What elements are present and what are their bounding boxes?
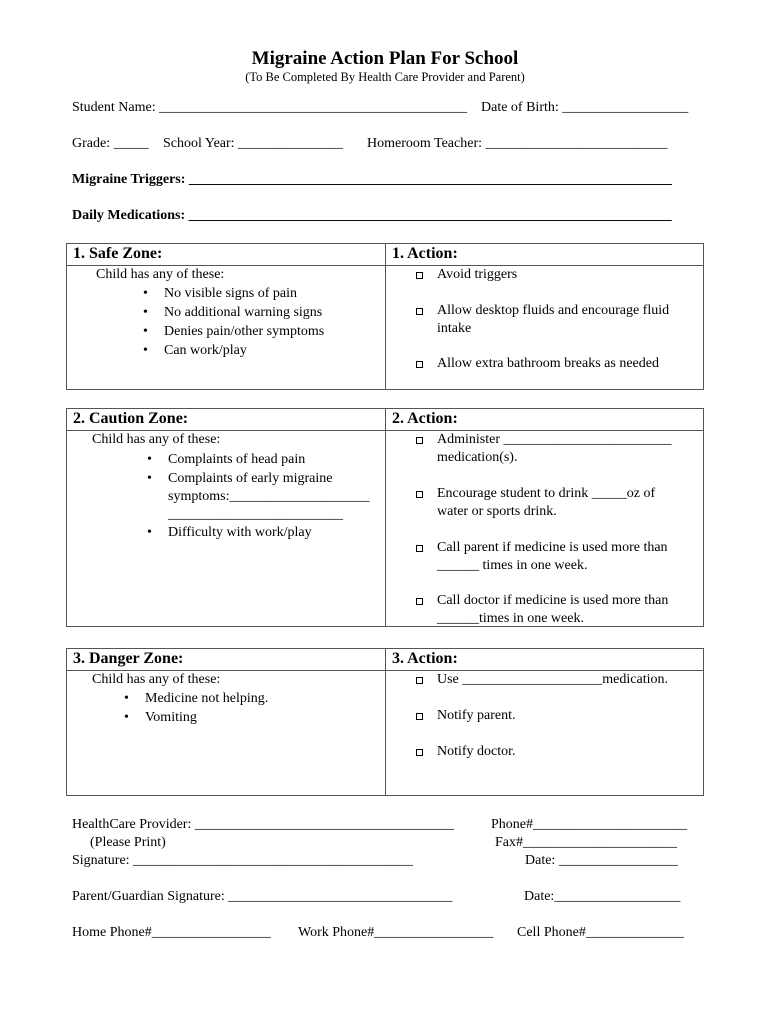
checkbox-icon xyxy=(416,677,423,684)
symptom-item: • No visible signs of pain xyxy=(143,286,297,301)
checkbox-icon xyxy=(416,437,423,444)
caution-zone-heading: 2. Caution Zone: xyxy=(73,410,189,427)
symptom-item: • Denies pain/other symptoms xyxy=(143,324,325,339)
symptom-item: • No additional warning signs xyxy=(143,305,323,320)
daily-medications-field[interactable]: Daily Medications: _____________________________________________________________________ xyxy=(72,208,672,223)
symptom-item: • Complaints of head pain xyxy=(147,452,306,467)
safe-action-heading: 1. Action: xyxy=(392,245,458,262)
action-checkbox-item[interactable]: Allow desktop fluids and encourage fluid intake xyxy=(437,302,669,338)
danger-zone-table xyxy=(66,648,704,796)
checkbox-icon xyxy=(416,361,423,368)
checkbox-icon xyxy=(416,749,423,756)
home-phone-field[interactable]: Home Phone#_________________ xyxy=(72,925,271,940)
checkbox-icon xyxy=(416,272,423,279)
student-name-field[interactable]: Student Name: ____________________________________________ xyxy=(72,100,468,115)
cell-phone-field[interactable]: Cell Phone#______________ xyxy=(517,925,684,940)
checkbox-icon xyxy=(416,491,423,498)
page-subtitle: (To Be Completed By Health Care Provider and Parent) xyxy=(245,70,525,84)
caution-action-heading: 2. Action: xyxy=(392,410,458,427)
migraine-triggers-field[interactable]: Migraine Triggers: _____________________________________________________________________ xyxy=(72,172,672,187)
safe-zone-intro: Child has any of these: xyxy=(96,267,225,282)
safe-zone-heading: 1. Safe Zone: xyxy=(73,245,163,262)
danger-zone-heading: 3. Danger Zone: xyxy=(73,650,184,667)
checkbox-icon xyxy=(416,713,423,720)
caution-zone-intro: Child has any of these: xyxy=(92,432,221,447)
action-checkbox-item[interactable]: Encourage student to drink _____oz of water or sports drink. xyxy=(437,485,655,521)
provider-date-field[interactable]: Date: _________________ xyxy=(525,853,678,868)
danger-action-heading: 3. Action: xyxy=(392,650,458,667)
caution-zone-table xyxy=(66,408,704,627)
checkbox-icon xyxy=(416,545,423,552)
checkbox-icon xyxy=(416,598,423,605)
page-title: Migraine Action Plan For School xyxy=(251,48,519,69)
date-of-birth-field[interactable]: Date of Birth: __________________ xyxy=(481,100,689,115)
provider-signature-field[interactable]: Signature: ________________________________________ xyxy=(72,853,414,868)
action-checkbox-item[interactable]: Notify parent. xyxy=(437,707,516,725)
symptom-item: • Vomiting xyxy=(124,710,197,725)
action-checkbox-item[interactable]: Call doctor if medicine is used more than ______times in one week. xyxy=(437,592,668,628)
action-checkbox-item[interactable]: Avoid triggers xyxy=(437,266,517,284)
action-checkbox-item[interactable]: Allow extra bathroom breaks as needed xyxy=(437,355,659,373)
action-checkbox-item[interactable]: Use ____________________medication. xyxy=(437,671,668,689)
action-checkbox-item[interactable]: Notify doctor. xyxy=(437,743,516,761)
school-year-field[interactable]: School Year: _______________ xyxy=(163,136,344,151)
symptom-item: • Difficulty with work/play xyxy=(147,525,312,540)
healthcare-provider-field[interactable]: HealthCare Provider: _____________________________________ xyxy=(72,817,454,832)
please-print-label: (Please Print) xyxy=(90,835,166,850)
action-checkbox-item[interactable]: Call parent if medicine is used more than ______ times in one week. xyxy=(437,539,668,575)
danger-zone-intro: Child has any of these: xyxy=(92,672,221,687)
action-checkbox-item[interactable]: Administer ________________________ medication(s). xyxy=(437,431,672,467)
parent-signature-field[interactable]: Parent/Guardian Signature: ________________________________ xyxy=(72,889,453,904)
grade-field[interactable]: Grade: _____ xyxy=(72,136,149,151)
provider-phone-field[interactable]: Phone#______________________ xyxy=(491,817,687,832)
symptom-item: • Medicine not helping. xyxy=(124,691,269,706)
provider-fax-field[interactable]: Fax#______________________ xyxy=(495,835,677,850)
homeroom-teacher-field[interactable]: Homeroom Teacher: __________________________ xyxy=(367,136,668,151)
symptom-item: • Complaints of early migraine symptoms:____________________ _________________________ xyxy=(147,471,370,522)
safe-zone-table xyxy=(66,243,704,390)
work-phone-field[interactable]: Work Phone#_________________ xyxy=(298,925,494,940)
parent-date-field[interactable]: Date:__________________ xyxy=(524,889,681,904)
symptom-item: • Can work/play xyxy=(143,343,247,358)
checkbox-icon xyxy=(416,308,423,315)
